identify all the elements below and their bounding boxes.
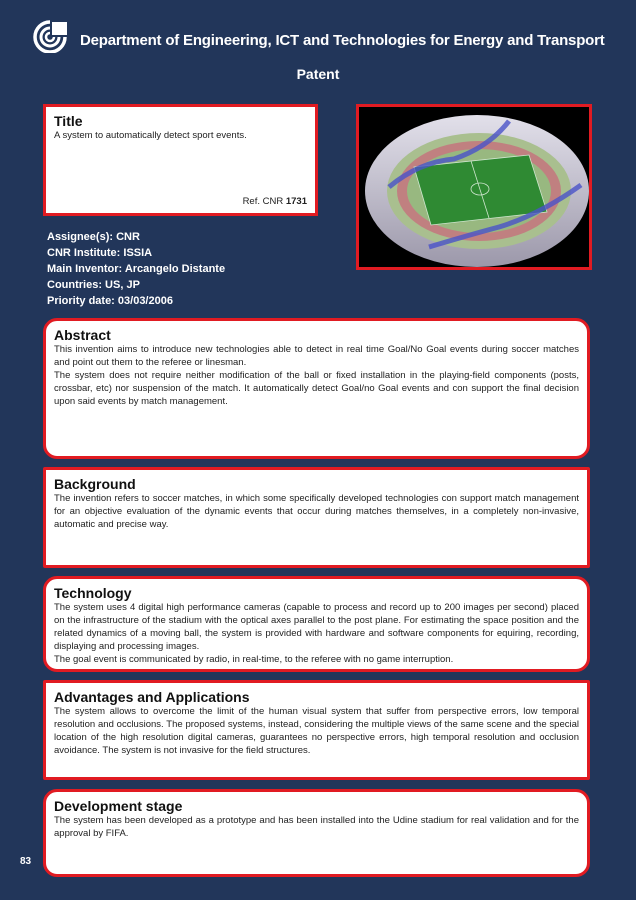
development-heading: Development stage <box>54 798 183 814</box>
title-text: A system to automatically detect sport events. <box>54 130 247 141</box>
title-card <box>43 104 318 216</box>
development-text: The system has been developed as a prototype and has been installed into the Udine stadium for real validation and for the approval by FIFA. <box>54 815 579 839</box>
technology-card <box>43 576 590 672</box>
reference <box>243 196 307 207</box>
advantages-heading: Advantages and Applications <box>54 689 250 705</box>
advantages-card <box>43 680 590 780</box>
stadium-image <box>356 104 592 270</box>
development-card <box>43 789 590 877</box>
background-heading: Background <box>54 476 136 492</box>
technology-heading: Technology <box>54 585 132 601</box>
department-title: Department of Engineering, ICT and Technologies for Energy and Transport <box>80 32 605 49</box>
abstract-text: This invention aims to introduce new technologies able to detect in real time Goal/No Goal events during soccer matches and point out them to the referee or linesman. The system does not require neither modification of the ball or fixed installation in the playing-field components (posts, crossbar, etc) nor suspension of the match. It automatically detect Goal/no Goal events and con support the final decision upon said events by match management. <box>54 344 579 407</box>
advantages-text: The system allows to overcome the limit of the human visual system that suffer from perspective errors, low temporal resolution and occlusions. The proposed systems, instead, considering the multiple views of the same scene and the special location of the high resolution digital cameras, guarantees no perspective errors, high temporal resolution and occlusion avoidance. The system is not invasive for the field structures. <box>54 706 579 756</box>
countries: Countries: US, JP <box>47 279 140 291</box>
cnr-logo-icon <box>30 19 70 53</box>
abstract-card <box>43 318 590 459</box>
page-subtitle: Patent <box>296 66 340 82</box>
priority-date: Priority date: 03/03/2006 <box>47 295 173 307</box>
reference-prefix: Ref. CNR <box>242 196 284 207</box>
background-text: The invention refers to soccer matches, in which some specifically developed technologies con support match management for an objective evaluation of the dynamic events that occur during matches themselves, in a completely non-invasive, automatic and precise way. <box>54 493 579 530</box>
title-heading: Title <box>54 113 83 129</box>
page-number: 83 <box>20 856 32 867</box>
background-card <box>43 467 590 568</box>
reference-number: 1731 <box>285 196 307 207</box>
stadium-illustration <box>359 107 589 267</box>
technology-text: The system uses 4 digital high performance cameras (capable to process and record up to 200 images per second) placed on the infrastructure of the stadium with the optical axes parallel to the post plane. For estimating the space position and the related dynamics of a moving ball, the system is provided with hardware and software components for equiring, recording, displaying and processing images. The goal event is communicated by radio, in real-time, to the referee with no game interruption. <box>54 602 579 665</box>
abstract-heading: Abstract <box>54 327 111 343</box>
cnr-institute: CNR Institute: ISSIA <box>47 247 153 259</box>
main-inventor: Main Inventor: Arcangelo Distante <box>47 263 226 275</box>
assignee: Assignee(s): CNR <box>47 231 140 243</box>
patent-metadata <box>47 229 225 309</box>
